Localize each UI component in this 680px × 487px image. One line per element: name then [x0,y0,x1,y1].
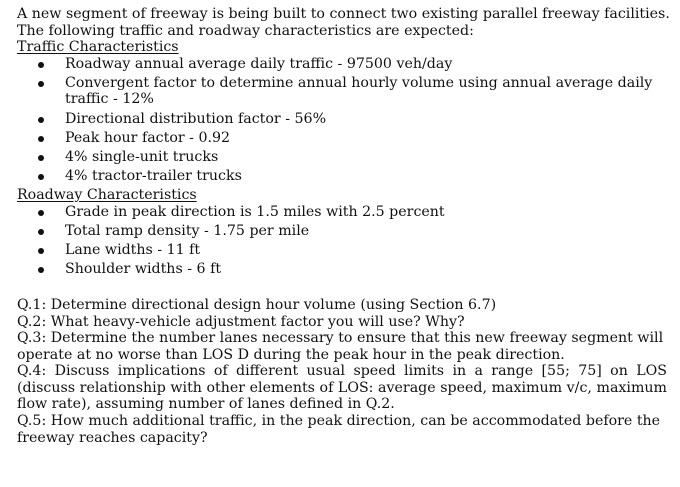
list-item [17,130,667,147]
list-item-text: Lane widths - 11 ft [65,241,201,258]
bullet-icon [38,136,44,142]
list-item-text: Total ramp density - 1.75 per mile [65,222,310,239]
list-item [17,223,667,240]
spacer [17,280,667,297]
question-3: Q.3: Determine the number lanes necessary to ensure that this new freeway segment will operate at no worse than LOS D during the peak hour in the peak direction. [17,330,664,363]
question-2: Q.2: What heavy-vehicle adjustment factor you will use? Why? [17,313,465,330]
intro-line-2: The following traffic and roadway characteristics are expected: [17,22,474,39]
bullet-icon [38,210,44,216]
list-item [17,261,667,278]
list-item [17,149,667,166]
bullet-icon [38,155,44,161]
traffic-characteristics-list [17,56,667,185]
list-item [17,56,667,73]
intro-line-1: A new segment of freeway is being built to connect two existing parallel freeway facilities. [17,6,670,22]
list-item-text: Roadway annual average daily traffic - 97500 veh/day [65,55,453,72]
bullet-icon [38,81,44,87]
roadway-characteristics-heading: Roadway Characteristics [17,186,197,203]
list-item-text: 4% tractor-trailer trucks [65,167,242,184]
bullet-icon [38,62,44,68]
bullet-icon [38,174,44,180]
list-item-text: 4% single-unit trucks [65,148,219,165]
bullet-icon [38,267,44,273]
document-body [17,6,670,446]
list-item [17,75,667,108]
question-4: Q.4: Discuss implications of different usual speed limits in a range [55; 75] on LOS (discuss relationship with other elements of LOS: average speed, maximum v/c, maximum flow rate), assuming number of lanes defined in Q.2. [17,363,667,413]
list-item [17,168,667,185]
list-item-text: Grade in peak direction is 1.5 miles with 2.5 percent [65,203,445,220]
list-item-text: Peak hour factor - 0.92 [65,129,231,146]
list-item [17,242,667,259]
question-5: Q.5: How much additional traffic, in the peak direction, can be accommodated before the freeway reaches capacity? [17,413,661,446]
roadway-characteristics-list [17,204,667,278]
list-item-text: Directional distribution factor - 56% [65,110,327,127]
list-item [17,204,667,221]
traffic-characteristics-heading: Traffic Characteristics [17,39,179,56]
list-item-text: Convergent factor to determine annual hourly volume using annual average daily traffic - 12% [65,74,653,108]
bullet-icon [38,117,44,123]
bullet-icon [38,248,44,254]
list-item [17,111,667,128]
bullet-icon [38,229,44,235]
list-item-text: Shoulder widths - 6 ft [65,260,222,277]
question-1: Q.1: Determine directional design hour volume (using Section 6.7) [17,296,497,313]
